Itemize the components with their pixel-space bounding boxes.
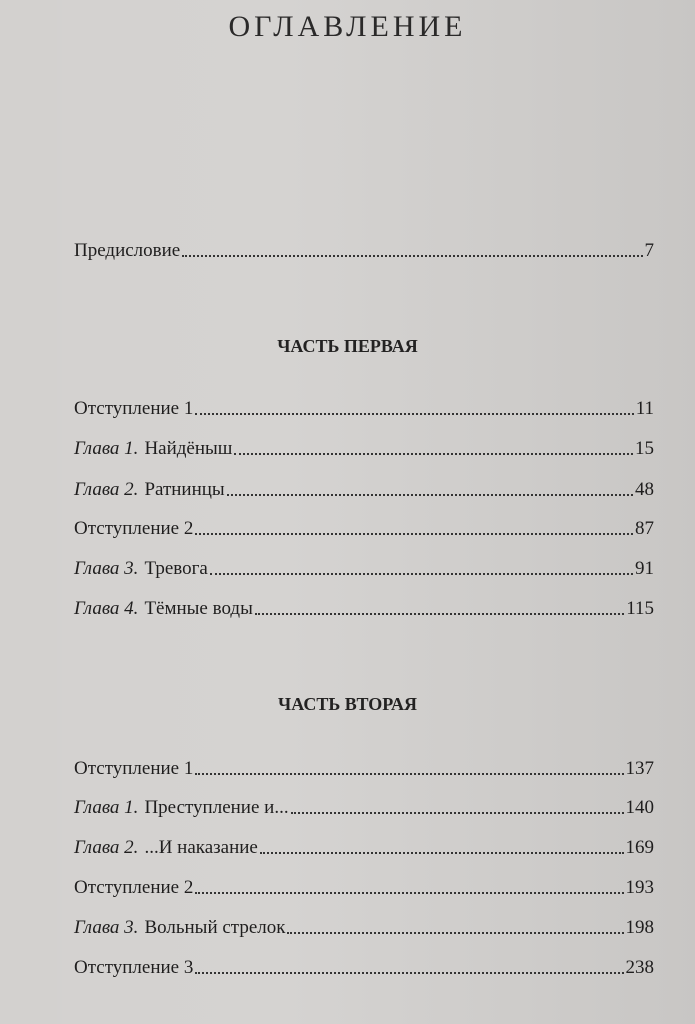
toc-entry (74, 434, 654, 460)
entry-page: 48 (635, 479, 654, 500)
entry-page: 198 (625, 917, 654, 938)
part-title: ЧАСТЬ ВТОРАЯ (278, 694, 417, 714)
entry-page: 91 (635, 558, 654, 579)
entry-page: 193 (625, 877, 654, 898)
entry-page: 11 (635, 398, 654, 419)
entry-page: 87 (635, 518, 654, 539)
toc-entry (74, 833, 654, 859)
entry-label: Отступление 1 (74, 398, 194, 419)
dot-leader (255, 613, 624, 615)
toc-entry (74, 953, 654, 979)
entry-label: Отступление 3 (74, 957, 194, 978)
entry-label: Вольный стрелок (144, 917, 286, 938)
entry-label: Тревога (144, 558, 208, 579)
page-title: ОГЛАВЛЕНИЕ (228, 10, 467, 43)
chapter-prefix: Глава 1. (74, 797, 139, 818)
entry-page: 115 (626, 598, 654, 619)
dot-leader (182, 255, 642, 257)
chapter-prefix: Глава 2. (74, 837, 139, 858)
toc-entry (74, 754, 654, 780)
entry-label: ...И наказание (144, 837, 258, 858)
dot-leader (227, 494, 633, 496)
entry-label: Предисловие (74, 240, 181, 261)
toc-entry (74, 793, 654, 819)
dot-leader (195, 972, 623, 974)
entry-page: 15 (635, 438, 654, 459)
chapter-prefix: Глава 4. (74, 598, 139, 619)
toc-entry (74, 475, 654, 501)
dot-leader (195, 413, 633, 415)
dot-leader (195, 773, 623, 775)
toc-entry (74, 554, 654, 580)
entry-label: Отступление 1 (74, 758, 194, 779)
toc-entry-preface (74, 236, 654, 262)
toc-entry (74, 913, 654, 939)
dot-leader (234, 453, 633, 455)
part-title: ЧАСТЬ ПЕРВАЯ (277, 336, 418, 356)
toc-entry (74, 873, 654, 899)
dot-leader (210, 573, 633, 575)
chapter-prefix: Глава 2. (74, 479, 139, 500)
toc-entry (74, 514, 654, 540)
entry-page: 140 (625, 797, 654, 818)
entry-label: Тёмные воды (144, 598, 253, 619)
entry-label: Отступление 2 (74, 877, 194, 898)
entry-page: 137 (625, 758, 654, 779)
toc-entry (74, 394, 654, 420)
dot-leader (287, 932, 623, 934)
toc-entry (74, 594, 654, 620)
entry-label: Преступление и... (144, 797, 289, 818)
dot-leader (260, 852, 624, 854)
dot-leader (195, 533, 633, 535)
dot-leader (291, 812, 624, 814)
chapter-prefix: Глава 3. (74, 917, 139, 938)
entry-label: Ратнинцы (144, 479, 225, 500)
entry-label: Отступление 2 (74, 518, 194, 539)
entry-page: 238 (625, 957, 654, 978)
chapter-prefix: Глава 1. (74, 438, 139, 459)
entry-page: 7 (644, 240, 654, 261)
chapter-prefix: Глава 3. (74, 558, 139, 579)
entry-label: Найдёныш (144, 438, 233, 459)
dot-leader (195, 892, 623, 894)
entry-page: 169 (625, 837, 654, 858)
